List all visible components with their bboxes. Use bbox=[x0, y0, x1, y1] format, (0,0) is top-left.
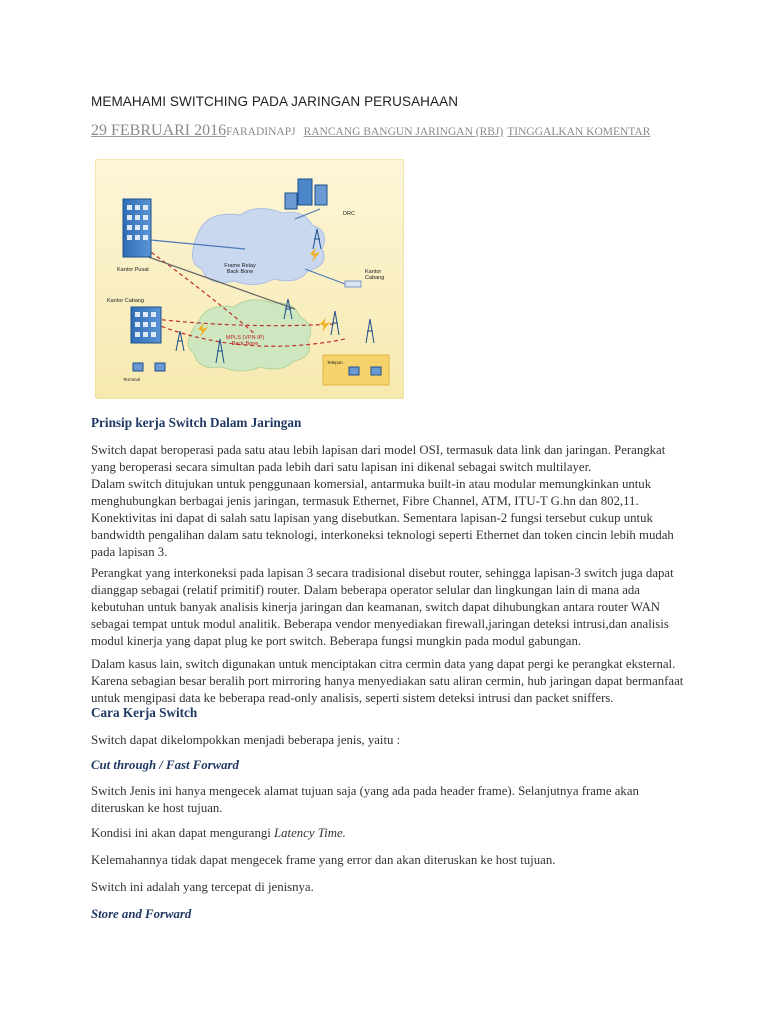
label-kantor-cabang: Kantor Cabang bbox=[107, 298, 144, 304]
page-title: MEMAHAMI SWITCHING PADA JARINGAN PERUSAHAAN bbox=[91, 94, 459, 109]
paragraph-line: Perangkat yang interkoneksi pada lapisan 3 secara tradisional disebut router, sehingga lapisan-3 switch juga dapat bbox=[91, 566, 674, 580]
label-mpls: MPLS (VPN IP) Back Bone bbox=[225, 335, 265, 347]
label-terminal: Terminal bbox=[123, 377, 141, 382]
modem-icon bbox=[345, 281, 361, 287]
paragraph-line: Konektivitas ini dapat di salah satu lapisan yang disebutkan. Sementara lapisan-2 fungsi tersebut cukup untuk bbox=[91, 511, 653, 525]
post-comment-link[interactable]: TINGGALKAN KOMENTAR bbox=[507, 126, 651, 138]
paragraph-4: Switch dapat dikelompokkan menjadi beberapa jenis, yaitu : bbox=[91, 733, 401, 747]
post-date-link[interactable]: 29 FEBRUARI 2016 bbox=[91, 122, 227, 139]
paragraph-1 bbox=[91, 442, 681, 561]
emphasis-text: Latency Time. bbox=[274, 826, 346, 840]
paragraph-line: Switch Jenis ini hanya mengecek alamat tujuan saja (yang ada pada header frame). Selanjutnya frame akan bbox=[91, 784, 639, 798]
heading-store-and-forward: Store and Forward bbox=[91, 907, 192, 921]
paragraph-line: dianggap sebagai (relatif primitif) router. Dalam beberapa operator selular dan lingkungan lain di mana ada bbox=[91, 583, 640, 597]
label-kantor-cabang-right: Kantor Cabang bbox=[365, 269, 385, 281]
frame-relay-cloud bbox=[192, 208, 324, 284]
paragraph-line: modul kinerja yang dapat plug ke port switch. Beberapa fungsi mungkin pada modul gabungan. bbox=[91, 634, 582, 648]
label-telepon: Telepon bbox=[327, 360, 343, 365]
paragraph-line: yang beroperasi secara simultan pada lebih dari satu lapisan ini dikenal sebagai switch multilayer. bbox=[91, 460, 592, 474]
post-author-link[interactable]: FARADINAPJ bbox=[226, 126, 296, 138]
office-building-icon bbox=[123, 199, 151, 257]
paragraph-line: Dalam kasus lain, switch digunakan untuk menciptakan citra cermin data yang dapat pergi ke perangkat eksternal. bbox=[91, 657, 676, 671]
post-category-link[interactable]: RANCANG BANGUN JARINGAN (RBJ) bbox=[303, 126, 504, 138]
paragraph-line: sebagai tempat untuk modul analitik. Beberapa vendor menyediakan firewall,jaringan deteksi intrusi,dan analisis bbox=[91, 617, 669, 631]
paragraph-6 bbox=[91, 825, 681, 842]
paragraph-line: bandwidth pengalihan dalam satu teknologi, interkoneksi teknologi seperti Ethernet dan token cincin lebih mudah bbox=[91, 528, 674, 542]
paragraph-2 bbox=[91, 565, 681, 650]
post-meta bbox=[91, 122, 650, 140]
paragraph-line: untuk mengipasi data ke beberapa read-only analisis, seperti sistem deteksi intrusi dan packet sniffers. bbox=[91, 691, 614, 705]
heading-cut-through: Cut through / Fast Forward bbox=[91, 758, 239, 772]
label-frame-relay: Frame Relay Back Bone bbox=[224, 263, 256, 275]
office-building-icon bbox=[131, 307, 161, 343]
paragraph-text: Kondisi ini akan dapat mengurangi bbox=[91, 826, 275, 840]
heading-prinsip-kerja: Prinsip kerja Switch Dalam Jaringan bbox=[91, 415, 302, 430]
paragraph-3 bbox=[91, 656, 684, 707]
paragraph-line: menghubungkan berbagai jenis jaringan, termasuk Ethernet, Fibre Channel, ATM, ITU-T G.hn dan 802,11. bbox=[91, 494, 639, 508]
paragraph-line: kebutuhan untuk banyak analisis kinerja jaringan dan keamanan, switch dapat dihubungkan antara router WAN bbox=[91, 600, 661, 614]
heading-cara-kerja: Cara Kerja Switch bbox=[91, 705, 198, 720]
paragraph-line: Dalam switch ditujukan untuk penggunaan komersial, antarmuka built-in atau modular memungkinkan untuk bbox=[91, 477, 652, 491]
paragraph-line: pada lapisan 3. bbox=[91, 545, 168, 559]
label-drc: DRC bbox=[343, 211, 355, 217]
paragraph-7: Kelemahannya tidak dapat mengecek frame yang error dan akan diteruskan ke host tujuan. bbox=[91, 853, 556, 867]
paragraph-line: Switch dapat beroperasi pada satu atau lebih lapisan dari model OSI, termasuk data link dan jaringan. Perangkat bbox=[91, 443, 666, 457]
paragraph-8: Switch ini adalah yang tercepat di jenisnya. bbox=[91, 880, 314, 894]
paragraph-5 bbox=[91, 783, 681, 817]
label-kantor-pusat: Kantor Pusat bbox=[117, 267, 149, 273]
paragraph-line: diteruskan ke host tujuan. bbox=[91, 801, 223, 815]
network-diagram bbox=[95, 159, 404, 399]
paragraph-line: Karena sebagian besar beralih port mirroring hanya menyediakan satu aliran cermin, hub jaringan dapat bermanfaat bbox=[91, 674, 684, 688]
